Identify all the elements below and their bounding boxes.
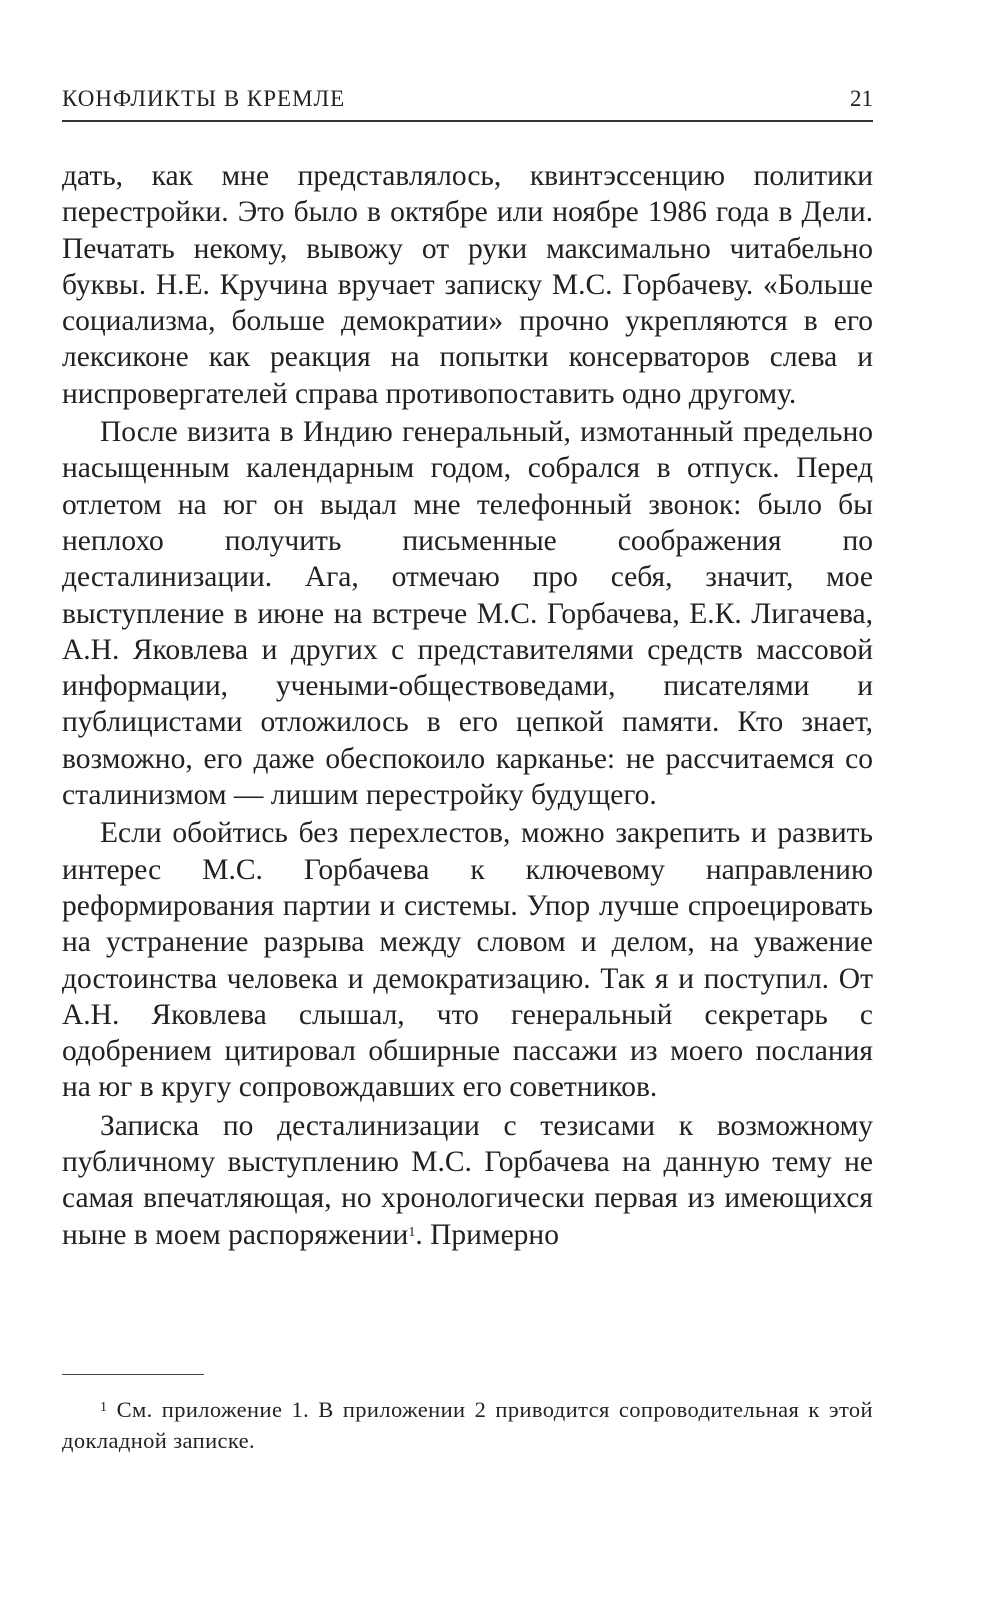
footnote-marker: 1	[100, 1400, 108, 1415]
paragraph: Если обойтись без перехлестов, можно закрепить и развить интерес М.С. Горбачева к ключевому направлению реформирования партии и системы. Упор лучше спроецировать на устранение разрыва между словом и делом, на уважение достоинства человека и демократизацию. Так я и поступил. От А.Н. Яковлева слышал, что генеральный секретарь с одобрением цитировал обширные пассажи из моего послания на юг в кругу сопровождавших его советников.	[62, 817, 873, 1104]
paragraph	[62, 1108, 873, 1253]
paragraph-text: Записка по десталинизации с тезисами к возможному публичному выступлению М.С. Горбачева на данную тему не самая впечатляющая, но хронологически первая из имеющихся ныне в моем распоряжении	[62, 1109, 873, 1251]
paragraph: После визита в Индию генеральный, измотанный предельно насыщенным календарным годом, собрался в отпуск. Перед отлетом на юг он выдал мне телефонный звонок: было бы неплохо получить письменные соображения по десталинизации. Ага, отмечаю про себя, значит, мое выступление в июне на встрече М.С. Горбачева, Е.К. Лигачева, А.Н. Яковлева и других с представителями средств массовой информации, учеными-обществоведами, писателями и публицистами отложилось в его цепкой памяти. Кто знает, возможно, его даже обеспокоило карканье: не рассчитаемся со сталинизмом — лишим перестройку будущего.	[62, 416, 873, 812]
body-text	[62, 158, 873, 1255]
paragraph: дать, как мне представлялось, квинтэссенцию политики перестройки. Это было в октябре или ноябре 1986 года в Дели. Печатать некому, вывожу от руки максимально читабельно буквы. Н.Е. Кручина вручает записку М.С. Горбачеву. «Больше социализма, больше демократии» прочно укрепляются в его лексиконе как реакция на попытки консерваторов слева и ниспровергателей справа противопоставить одно другому.	[62, 160, 873, 410]
footnote-text: См. приложение 1. В приложении 2 приводится сопроводительная к этой докладной записке.	[62, 1397, 873, 1453]
footnote-reference: 1	[408, 1224, 416, 1240]
page-number: 21	[850, 86, 873, 111]
paragraph-tail: . Примерно	[415, 1218, 559, 1251]
running-title: КОНФЛИКТЫ В КРЕМЛЕ	[62, 86, 346, 111]
running-header	[62, 84, 873, 122]
footnote	[62, 1394, 873, 1456]
footnote-separator	[62, 1374, 204, 1375]
book-page	[62, 0, 873, 1614]
